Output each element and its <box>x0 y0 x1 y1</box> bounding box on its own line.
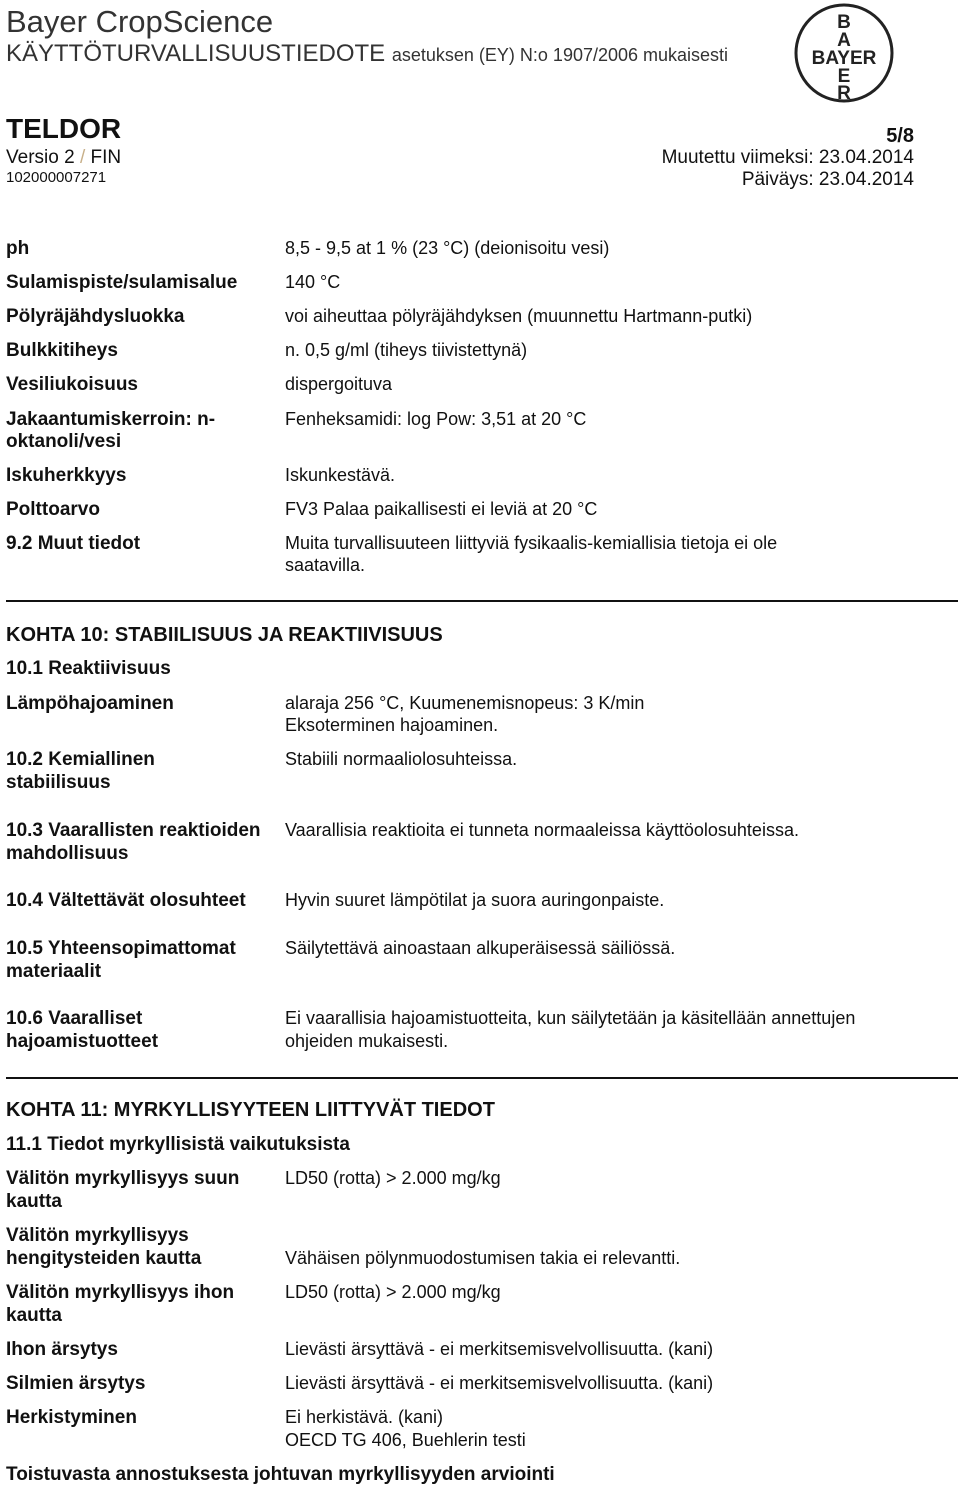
section-10-label: 10.6 Vaaralliset <box>6 1008 143 1029</box>
property-value: dispergoituva <box>285 374 393 394</box>
section-11-label: Välitön myrkyllisyys <box>6 1225 189 1246</box>
section-10-label: 10.3 Vaarallisten reaktioiden <box>6 820 261 841</box>
logo-word: BAYER <box>811 48 877 69</box>
section-10-value: Stabiili normaaliolosuhteissa. <box>285 749 518 769</box>
section-divider <box>6 1077 958 1079</box>
section-10-value: Hyvin suuret lämpötilat ja suora auringonpaiste. <box>285 890 665 910</box>
section-11-subheading: 11.1 Tiedot myrkyllisistä vaikutuksista <box>6 1134 350 1155</box>
section-divider <box>6 600 958 602</box>
property-value: voi aiheuttaa pölyräjähdyksen (muunnettu Hartmann-putki) <box>285 306 753 326</box>
section-11-value: Vähäisen pölynmuodostumisen takia ei relevantti. <box>285 1248 681 1268</box>
section-11-label: Herkistyminen <box>6 1407 137 1428</box>
property-value: FV3 Palaa paikallisesti ei leviä at 20 °C <box>285 499 598 519</box>
version-language: FIN <box>90 147 122 168</box>
section-10-label: 10.2 Kemiallinen <box>6 749 155 770</box>
section-11-value: Lievästi ärsyttävä - ei merkitsemisvelvollisuutta. (kani) <box>285 1373 714 1393</box>
section-11-value: LD50 (rotta) > 2.000 mg/kg <box>285 1282 501 1302</box>
section-10-value: alaraja 256 °C, Kuumenemisnopeus: 3 K/min <box>285 693 645 713</box>
property-value: Iskunkestävä. <box>285 465 396 485</box>
section-10-label: Lämpöhajoaminen <box>6 693 174 714</box>
section-10-label-cont: materiaalit <box>6 961 102 982</box>
section-10-label-cont: stabiilisuus <box>6 772 111 793</box>
section-10-subheading: 10.1 Reaktiivisuus <box>6 658 171 679</box>
section-11-label-cont: kautta <box>6 1305 62 1326</box>
property-value: 140 °C <box>285 272 341 292</box>
section-11-value: LD50 (rotta) > 2.000 mg/kg <box>285 1168 501 1188</box>
section-10-label: 10.5 Yhteensopimattomat <box>6 938 236 959</box>
property-value: 8,5 - 9,5 at 1 % (23 °C) (deionisoitu vesi) <box>285 238 610 258</box>
regulation-text: asetuksen (EY) N:o 1907/2006 mukaisesti <box>391 45 729 65</box>
section-11-label-cont: kautta <box>6 1191 62 1212</box>
property-label: ph <box>6 238 30 259</box>
property-value: n. 0,5 g/ml (tiheys tiivistettynä) <box>285 340 528 360</box>
issue-date: Päiväys: 23.04.2014 <box>741 169 914 190</box>
section-11-value-cont: OECD TG 406, Buehlerin testi <box>285 1430 526 1450</box>
section-11-label-cont: hengitysteiden kautta <box>6 1248 202 1269</box>
section-10-value: Vaarallisia reaktioita ei tunneta normaaleissa käyttöolosuhteissa. <box>285 820 799 840</box>
section-10-value: Ei vaarallisia hajoamistuotteita, kun säilytetään ja käsitellään annettujen <box>285 1008 856 1028</box>
bayer-logo <box>793 2 895 104</box>
page-number: 5/8 <box>886 125 914 147</box>
version-separator: / <box>79 147 86 168</box>
section-10-value-cont: Eksoterminen hajoaminen. <box>285 715 499 735</box>
property-label: Pölyräjähdysluokka <box>6 306 185 327</box>
section-10-value: Säilytettävä ainoastaan alkuperäisessä säiliössä. <box>285 938 676 958</box>
section-10-value-cont: ohjeiden mukaisesti. <box>285 1031 449 1051</box>
logo-letter-e: E <box>837 66 851 87</box>
company-name: Bayer CropScience <box>6 4 274 39</box>
property-label: Bulkkitiheys <box>6 340 118 361</box>
property-value: Muita turvallisuuteen liittyviä fysikaalis-kemiallisia tietoja ei ole <box>285 533 778 553</box>
section-10-title: KOHTA 10: STABIILISUUS JA REAKTIIVISUUS <box>6 624 443 646</box>
logo-letter-a: A <box>837 30 851 51</box>
version-label: Versio 2 <box>6 147 75 168</box>
section-10-label: 10.4 Vältettävät olosuhteet <box>6 890 246 911</box>
section-11-label: Välitön myrkyllisyys ihon <box>6 1282 235 1303</box>
logo-letter-bottom: R <box>837 83 851 104</box>
section-10-label-cont: hajoamistuotteet <box>6 1031 159 1052</box>
property-label: 9.2 Muut tiedot <box>6 533 141 554</box>
property-value-cont: saatavilla. <box>285 555 366 575</box>
logo-letter-top: B <box>837 12 851 33</box>
section-11-value: Lievästi ärsyttävä - ei merkitsemisvelvollisuutta. (kani) <box>285 1339 714 1359</box>
section-10-label-cont: mahdollisuus <box>6 843 129 864</box>
section-11-label: Silmien ärsytys <box>6 1373 146 1394</box>
modified-date: Muutettu viimeksi: 23.04.2014 <box>661 147 914 168</box>
section-11-value: Ei herkistävä. (kani) <box>285 1407 444 1427</box>
property-label: Polttoarvo <box>6 499 100 520</box>
property-label: Jakaantumiskerroin: n- <box>6 409 216 430</box>
property-label: Vesiliukoisuus <box>6 374 138 395</box>
property-value: Fenheksamidi: log Pow: 3,51 at 20 °C <box>285 409 587 429</box>
version-info <box>6 147 121 169</box>
property-label: Sulamispiste/sulamisalue <box>6 272 238 293</box>
section-11-title: KOHTA 11: MYRKYLLISYYTEEN LIITTYVÄT TIEDOT <box>6 1099 495 1121</box>
property-label-cont: oktanoli/vesi <box>6 431 122 452</box>
document-title <box>6 40 728 69</box>
product-name: TELDOR <box>6 113 122 144</box>
document-type: KÄYTTÖTURVALLISUUSTIEDOTE <box>6 40 386 67</box>
document-number: 102000007271 <box>6 169 107 186</box>
section-11-label: Välitön myrkyllisyys suun <box>6 1168 240 1189</box>
section-11-label: Ihon ärsytys <box>6 1339 118 1360</box>
section-11-footer-heading: Toistuvasta annostuksesta johtuvan myrkyllisyyden arviointi <box>6 1464 555 1485</box>
property-label: Iskuherkkyys <box>6 465 127 486</box>
